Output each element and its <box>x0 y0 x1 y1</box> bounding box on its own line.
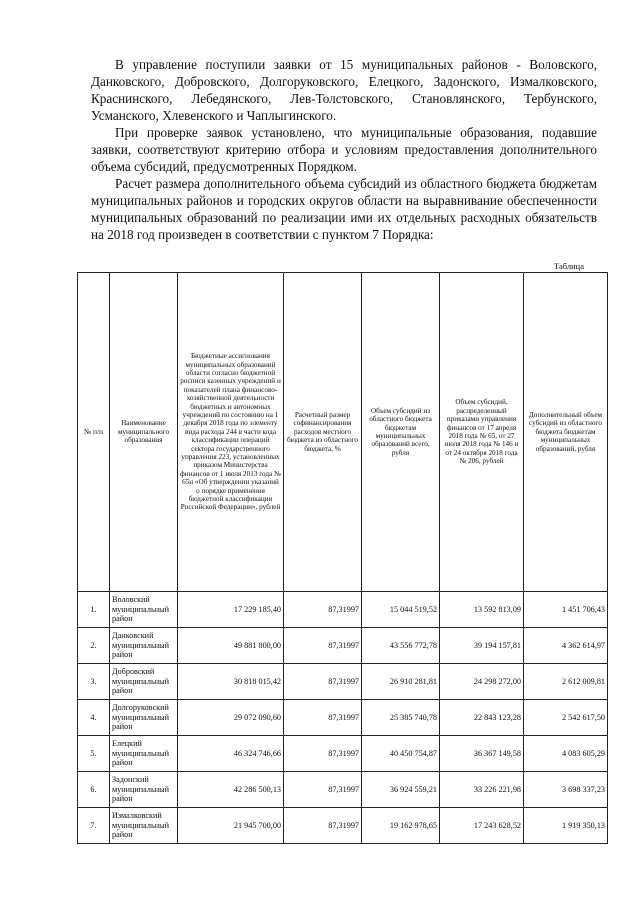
cell-distributed: 36 367 149,58 <box>440 736 524 772</box>
cell-additional: 4 083 605,29 <box>524 736 608 772</box>
cell-distributed: 22 843 123,28 <box>440 700 524 736</box>
cell-rate: 87,31997 <box>284 664 362 700</box>
cell-additional: 2 612 009,81 <box>524 664 608 700</box>
cell-subsidy: 19 162 978,65 <box>362 808 440 844</box>
cell-subsidy: 36 924 559,21 <box>362 772 440 808</box>
table-row <box>78 736 608 772</box>
cell-additional: 3 698 337,23 <box>524 772 608 808</box>
table-row <box>78 628 608 664</box>
cell-num: 7. <box>78 808 110 844</box>
intro-text <box>91 56 597 243</box>
cell-num: 5. <box>78 736 110 772</box>
cell-budget: 30 818 015,42 <box>178 664 284 700</box>
header-additional: Дополнительный объем субсидий из областного бюджета бюджетам муниципальных образований, рубля <box>524 273 608 592</box>
cell-budget: 29 072 090,60 <box>178 700 284 736</box>
intro-paragraph-1: В управление поступили заявки от 15 муниципальных районов - Воловского, Данковского, Добровского, Долгоруковского, Елецкого, Задонского, Измалковского, Краснинского, Лебедянского, Лев-Толстовского, Становлянского, Тербунского, Усманского, Хлевенского и Чаплыгинского. <box>91 57 597 123</box>
cell-rate: 87,31997 <box>284 808 362 844</box>
table-row <box>78 772 608 808</box>
cell-subsidy: 43 556 772,78 <box>362 628 440 664</box>
cell-subsidy: 26 910 281,81 <box>362 664 440 700</box>
header-subsidy: Объем субсидий из областного бюджета бюджетам муниципальных образований всего, рубля <box>362 273 440 592</box>
header-name: Наименование муниципального образования <box>110 273 178 592</box>
cell-distributed: 13 592 813,09 <box>440 592 524 628</box>
cell-name: Елецкий муниципальный район <box>110 736 178 772</box>
cell-name: Измалковский муниципальный район <box>110 808 178 844</box>
cell-additional: 2 542 617,50 <box>524 700 608 736</box>
cell-rate: 87,31997 <box>284 592 362 628</box>
header-num: № п/п <box>78 273 110 592</box>
cell-budget: 21 945 700,00 <box>178 808 284 844</box>
cell-rate: 87,31997 <box>284 736 362 772</box>
cell-num: 1. <box>78 592 110 628</box>
cell-additional: 4 362 614,97 <box>524 628 608 664</box>
cell-budget: 49 881 800,00 <box>178 628 284 664</box>
cell-distributed: 17 243 628,52 <box>440 808 524 844</box>
cell-name: Долгоруковский муниципальный район <box>110 700 178 736</box>
cell-budget: 46 324 746,66 <box>178 736 284 772</box>
header-distributed: Объем субсидий, распределенный приказами управления финансов от 17 апреля 2018 года № 65, от 27 июля 2018 года № 146 и от 24 октября 2018 года № 206, рублей <box>440 273 524 592</box>
cell-distributed: 39 194 157,81 <box>440 628 524 664</box>
cell-num: 4. <box>78 700 110 736</box>
cell-rate: 87,31997 <box>284 628 362 664</box>
table-row <box>78 664 608 700</box>
subsidy-table <box>77 272 608 844</box>
cell-num: 3. <box>78 664 110 700</box>
cell-additional: 1 451 706,43 <box>524 592 608 628</box>
cell-distributed: 24 298 272,00 <box>440 664 524 700</box>
intro-paragraph-3: Расчет размера дополнительного объема субсидий из областного бюджета бюджетам муниципальных районов и городских округов области на выравнивание обеспеченности муниципальных образований по реализации ими их отдельных расходных обязательств на 2018 год произведен в соответствии с пунктом 7 Порядка: <box>91 176 597 242</box>
cell-distributed: 33 226 221,98 <box>440 772 524 808</box>
cell-name: Данковский муниципальный район <box>110 628 178 664</box>
cell-rate: 87,31997 <box>284 772 362 808</box>
cell-additional: 1 919 350,13 <box>524 808 608 844</box>
table-header-row <box>78 273 608 592</box>
cell-name: Добровский муниципальный район <box>110 664 178 700</box>
cell-subsidy: 15 044 519,52 <box>362 592 440 628</box>
header-rate: Расчетный размер софинансирования расходов местного бюджета из областного бюджета, % <box>284 273 362 592</box>
table-row <box>78 700 608 736</box>
cell-name: Воловский муниципальный район <box>110 592 178 628</box>
cell-subsidy: 40 450 754,87 <box>362 736 440 772</box>
cell-num: 6. <box>78 772 110 808</box>
table-row <box>78 592 608 628</box>
cell-name: Задонский муниципальный район <box>110 772 178 808</box>
table-label: Таблица <box>554 261 584 271</box>
cell-num: 2. <box>78 628 110 664</box>
cell-rate: 87,31997 <box>284 700 362 736</box>
cell-subsidy: 25 385 740,78 <box>362 700 440 736</box>
table-row <box>78 808 608 844</box>
header-budget: Бюджетные ассигнования муниципальных образований области согласно бюджетной росписи казенных учреждений и показателей плана финансово-хозяйственной деятельности бюджетных и автономных учреждений по состоянию на 1 декабря 2018 года по элементу вида расхода 244 в части кода классификации операций сектора государственного управления 223, установленных приказом Министерства финансов от 1 июля 2013 года № 65н «Об утверждении указаний о порядке применения бюджетной классификации Российской Федерации», рублей <box>178 273 284 592</box>
cell-budget: 17 229 185,40 <box>178 592 284 628</box>
cell-budget: 42 286 500,13 <box>178 772 284 808</box>
intro-paragraph-2: При проверке заявок установлено, что муниципальные образования, подавшие заявки, соответствуют критерию отбора и условиям предоставления дополнительного объема субсидий, предусмотренных Порядком. <box>91 125 597 174</box>
